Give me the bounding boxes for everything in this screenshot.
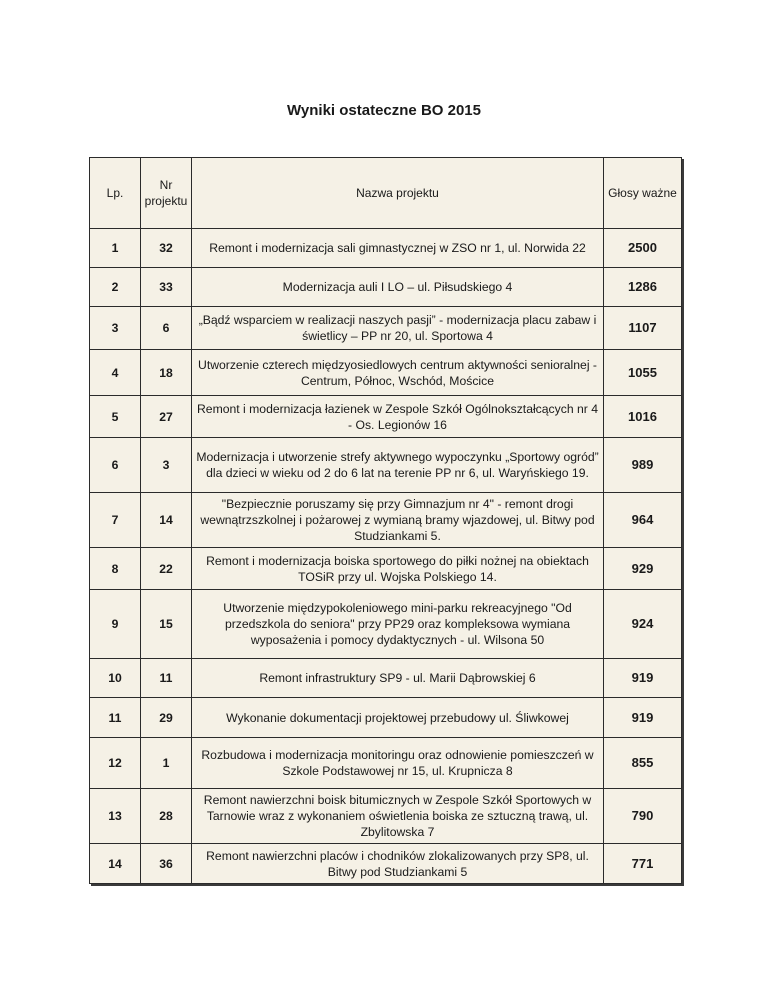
header-lp: Lp. — [90, 158, 141, 229]
cell-lp: 9 — [90, 590, 141, 659]
cell-project-name: Modernizacja i utworzenie strefy aktywnego wypoczynku „Sportowy ogród” dla dzieci w wieku od 2 do 6 lat na terenie PP nr 6, ul. Waryńskiego 19. — [192, 438, 604, 493]
cell-valid-votes: 855 — [604, 738, 682, 789]
cell-valid-votes: 929 — [604, 548, 682, 590]
header-project-name: Nazwa projektu — [192, 158, 604, 229]
cell-valid-votes: 989 — [604, 438, 682, 493]
cell-lp: 5 — [90, 396, 141, 438]
cell-project-number: 6 — [141, 307, 192, 350]
cell-valid-votes: 919 — [604, 698, 682, 738]
cell-lp: 3 — [90, 307, 141, 350]
cell-lp: 14 — [90, 844, 141, 884]
cell-project-name: Remont i modernizacja łazienek w Zespole Szkół Ogólnokształcących nr 4 - Os. Legionów 16 — [192, 396, 604, 438]
cell-project-number: 32 — [141, 229, 192, 268]
cell-project-number: 28 — [141, 789, 192, 844]
table-row — [90, 698, 682, 738]
cell-lp: 11 — [90, 698, 141, 738]
cell-project-name: Remont nawierzchni boisk bitumicznych w Zespole Szkół Sportowych w Tarnowie wraz z wykonaniem oświetlenia boiska ze sztuczną trawą, ul. Zbylitowska 7 — [192, 789, 604, 844]
cell-project-name: Modernizacja auli I LO – ul. Piłsudskiego 4 — [192, 268, 604, 307]
header-valid-votes: Głosy ważne — [604, 158, 682, 229]
cell-valid-votes: 1107 — [604, 307, 682, 350]
cell-project-name: Utworzenie czterech międzyosiedlowych centrum aktywności senioralnej - Centrum, Północ, Wschód, Mościce — [192, 350, 604, 396]
cell-lp: 4 — [90, 350, 141, 396]
cell-project-name: Remont i modernizacja boiska sportowego do piłki nożnej na obiektach TOSiR przy ul. Wojska Polskiego 14. — [192, 548, 604, 590]
cell-valid-votes: 790 — [604, 789, 682, 844]
cell-project-name: Remont i modernizacja sali gimnastycznej w ZSO nr 1, ul. Norwida 22 — [192, 229, 604, 268]
cell-valid-votes: 919 — [604, 659, 682, 698]
cell-valid-votes: 964 — [604, 493, 682, 548]
results-table — [89, 157, 682, 884]
cell-project-number: 3 — [141, 438, 192, 493]
table-row — [90, 268, 682, 307]
cell-lp: 6 — [90, 438, 141, 493]
cell-lp: 7 — [90, 493, 141, 548]
table-row — [90, 438, 682, 493]
cell-project-number: 27 — [141, 396, 192, 438]
header-project-number: Nr projektu — [141, 158, 192, 229]
table-row — [90, 738, 682, 789]
cell-project-number: 18 — [141, 350, 192, 396]
cell-project-name: "Bezpiecznie poruszamy się przy Gimnazjum nr 4" - remont drogi wewnątrzszkolnej i pożarowej z wymianą bramy wjazdowej, ul. Bitwy pod Studziankami 5. — [192, 493, 604, 548]
table-row — [90, 844, 682, 884]
cell-project-number: 36 — [141, 844, 192, 884]
cell-lp: 1 — [90, 229, 141, 268]
cell-valid-votes: 2500 — [604, 229, 682, 268]
cell-project-number: 33 — [141, 268, 192, 307]
cell-project-name: Rozbudowa i modernizacja monitoringu oraz odnowienie pomieszczeń w Szkole Podstawowej nr 15, ul. Krupnicza 8 — [192, 738, 604, 789]
table-row — [90, 789, 682, 844]
cell-project-number: 22 — [141, 548, 192, 590]
cell-project-name: Remont nawierzchni placów i chodników zlokalizowanych przy SP8, ul. Bitwy pod Studziankami 5 — [192, 844, 604, 884]
cell-lp: 12 — [90, 738, 141, 789]
cell-project-number: 11 — [141, 659, 192, 698]
cell-project-number: 14 — [141, 493, 192, 548]
cell-project-number: 29 — [141, 698, 192, 738]
cell-valid-votes: 1016 — [604, 396, 682, 438]
table-row — [90, 590, 682, 659]
table-row — [90, 307, 682, 350]
page-title: Wyniki ostateczne BO 2015 — [287, 102, 481, 119]
cell-lp: 8 — [90, 548, 141, 590]
cell-project-name: Remont infrastruktury SP9 - ul. Marii Dąbrowskiej 6 — [192, 659, 604, 698]
cell-valid-votes: 1286 — [604, 268, 682, 307]
cell-lp: 13 — [90, 789, 141, 844]
table-row — [90, 229, 682, 268]
table-row — [90, 659, 682, 698]
cell-project-number: 15 — [141, 590, 192, 659]
cell-project-number: 1 — [141, 738, 192, 789]
cell-valid-votes: 1055 — [604, 350, 682, 396]
table-row — [90, 350, 682, 396]
cell-valid-votes: 771 — [604, 844, 682, 884]
cell-lp: 10 — [90, 659, 141, 698]
cell-lp: 2 — [90, 268, 141, 307]
cell-valid-votes: 924 — [604, 590, 682, 659]
table-row — [90, 396, 682, 438]
cell-project-name: Utworzenie międzypokoleniowego mini-parku rekreacyjnego "Od przedszkola do seniora" przy PP29 oraz kompleksowa wymiana wyposażenia i pomocy dydaktycznych - ul. Wilsona 50 — [192, 590, 604, 659]
table-row — [90, 548, 682, 590]
table-header-row — [90, 158, 682, 229]
cell-project-name: Wykonanie dokumentacji projektowej przebudowy ul. Śliwkowej — [192, 698, 604, 738]
cell-project-name: „Bądź wsparciem w realizacji naszych pasji” - modernizacja placu zabaw i świetlicy – PP nr 20, ul. Sportowa 4 — [192, 307, 604, 350]
table-row — [90, 493, 682, 548]
